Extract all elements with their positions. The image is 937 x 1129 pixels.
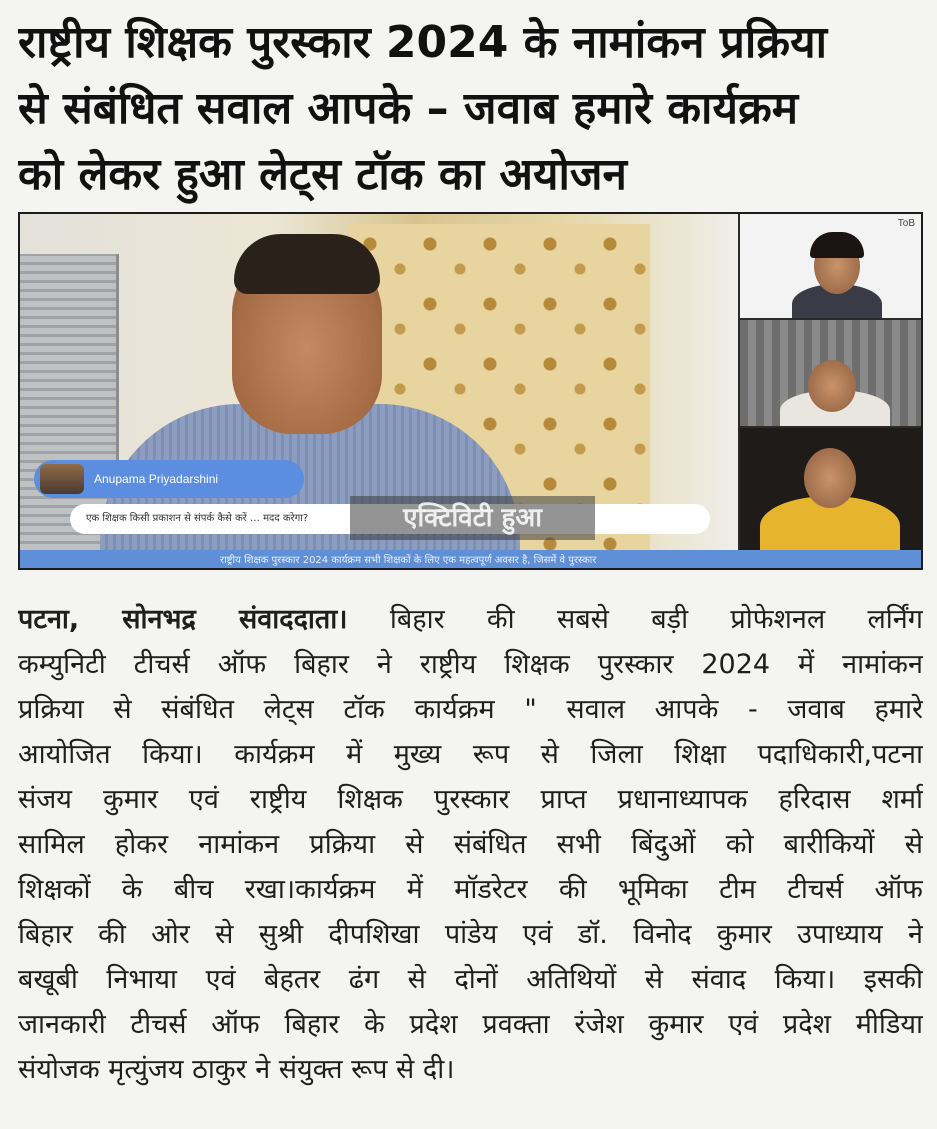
article-text: बिहार की सबसे बड़ी प्रोफेशनल लर्निंग	[389, 604, 923, 635]
participant-thumbnail-2	[740, 320, 923, 426]
article-line: सामिल होकर नामांकन प्रक्रिया से संबंधित सभी बिंदुओं को बारीकियों से	[18, 829, 923, 860]
article-line: संयोजक मृत्युंजय ठाकुर ने संयुक्त रूप से दी।	[18, 1054, 455, 1085]
headline	[18, 10, 923, 208]
thumb3-face-image	[804, 448, 856, 508]
question-bar: एक शिक्षक किसी प्रकाशन से संपर्क कैसे करें … मदद करेगा?	[70, 504, 710, 534]
article-line: बिहार की ओर से सुश्री दीपशिखा पांडेय एवं डॉ. विनोद कुमार उपाध्याय ने	[18, 919, 923, 950]
article-line: कम्युनिटी टीचर्स ऑफ बिहार ने राष्ट्रीय शिक्षक पुरस्कार 2024 में नामांकन	[18, 649, 923, 680]
participant-name: Anupama Priyadarshini	[94, 472, 219, 486]
participant-name-tag	[34, 460, 304, 498]
main-speaker-frame	[20, 214, 738, 550]
participant-thumbnail-1	[740, 214, 923, 318]
participant-avatar	[40, 464, 84, 494]
article-line: संजय कुमार एवं राष्ट्रीय शिक्षक पुरस्कार प्राप्त प्रधानाध्यापक हरिदास शर्मा	[18, 784, 923, 815]
participant-thumbnail-3	[740, 428, 923, 550]
thumb1-hair-image	[810, 232, 864, 258]
article-line	[18, 597, 923, 642]
article-line: बखूबी निभाया एवं बेहतर ढंग से दोनों अतिथियों से संवाद किया। इसकी	[18, 964, 923, 995]
article-line: आयोजित किया। कार्यक्रम में मुख्य रूप से जिला शिक्षा पदाधिकारी,पटना	[18, 739, 923, 770]
article-line: प्रक्रिया से संबंधित लेट्स टॉक कार्यक्रम " सवाल आपके - जवाब हमारे	[18, 694, 923, 725]
watermark-overlay: एक्टिविटी हुआ	[350, 496, 595, 540]
thumb2-face-image	[808, 360, 856, 412]
speaker-hair-image	[234, 234, 380, 294]
dateline: पटना, सोनभद्र संवाददाता।	[18, 604, 348, 635]
video-call-photo	[18, 212, 923, 570]
news-ticker: राष्ट्रीय शिक्षक पुरस्कार 2024 कार्यक्रम सभी शिक्षकों के लिए एक महत्वपूर्ण अवसर है, जिसमें वे पुरस्कार	[20, 550, 923, 570]
headline-line-3: को लेकर हुआ लेट्स टॉक का अयोजन	[18, 149, 627, 200]
tob-logo-icon: ToB	[897, 218, 915, 229]
article-line: जानकारी टीचर्स ऑफ बिहार के प्रदेश प्रवक्ता रंजेश कुमार एवं प्रदेश मीडिया	[18, 1009, 923, 1040]
article-line: शिक्षकों के बीच रखा।कार्यक्रम में मॉडरेटर की भूमिका टीम टीचर्स ऑफ	[18, 874, 923, 905]
article-body	[18, 597, 923, 1092]
headline-line-1: राष्ट्रीय शिक्षक पुरस्कार 2024 के नामांकन प्रक्रिया	[18, 17, 827, 68]
headline-line-2: से संबंधित सवाल आपके – जवाब हमारे कार्यक्रम	[18, 83, 799, 134]
